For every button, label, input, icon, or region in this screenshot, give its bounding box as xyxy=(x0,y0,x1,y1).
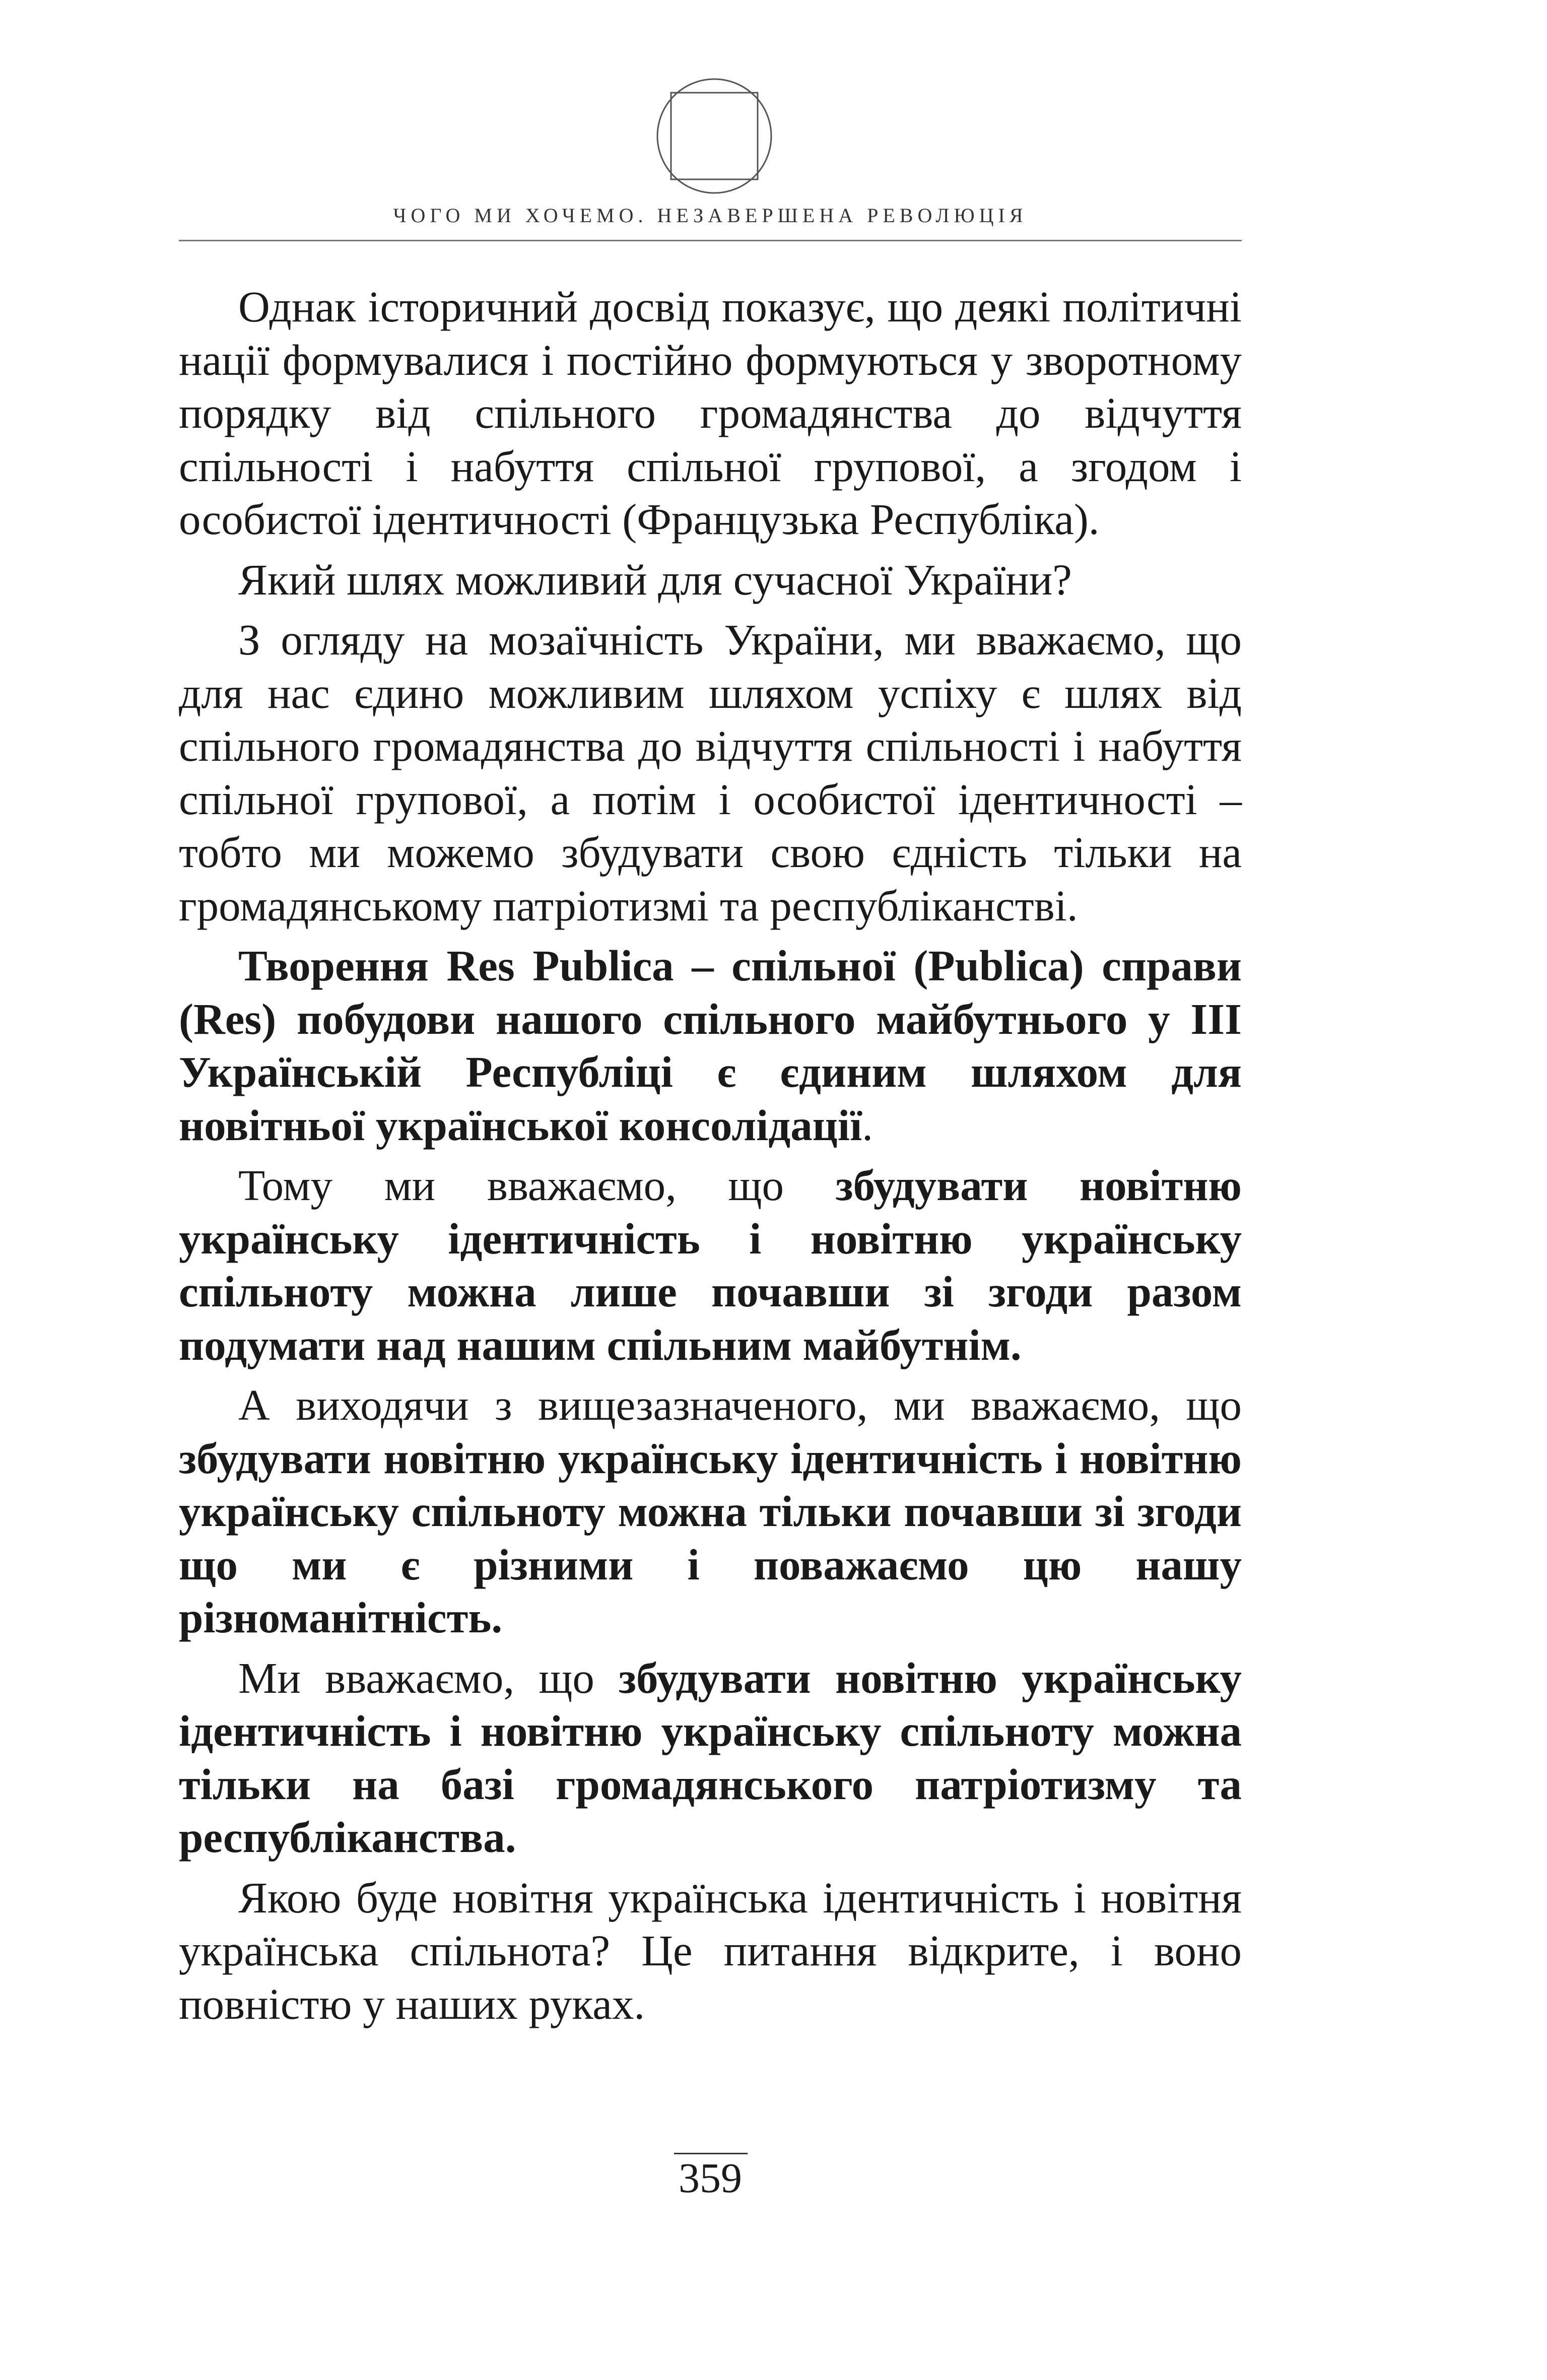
text-run: З огляду на мозаїчність України, ми вважаємо, що для нас єдино можливим шляхом успіху є шлях від спільного громадянства до відчуття спільності і набуття спільної групової, а потім і особистої ідентичності – тобто ми можемо збудувати свою єдність тільки на громадянському патріотизмі та республіканстві. xyxy=(179,615,1242,930)
text-run: Однак історичний досвід показує, що деякі політичні нації формувалися і постійно формуються у зворотному порядку від спільного громадянства до відчуття спільності і набуття спільної групової, а згодом і особистої ідентичності (Французька Республіка). xyxy=(179,282,1242,544)
text-run: Ми вважаємо, що xyxy=(238,1653,619,1702)
paragraph xyxy=(179,1871,1242,2031)
text-run: Якою буде новітня українська ідентичність і новітня українська спільнота? Це питання відкрите, і воно повністю у наших руках. xyxy=(179,1873,1242,2028)
paragraph xyxy=(179,1159,1242,1371)
paragraph xyxy=(179,1651,1242,1864)
page-body-text xyxy=(179,280,1242,2030)
bold-text-run: збудувати новітню українську ідентичність і новітню українську спільноту можна лише почавши зі згоди разом подумати над нашим спільним майбутнім. xyxy=(179,1161,1242,1369)
paragraph xyxy=(179,1378,1242,1644)
text-run: Який шлях можливий для сучасної України? xyxy=(238,555,1072,604)
running-header-title: ЧОГО МИ ХОЧЕМО. НЕЗАВЕРШЕНА РЕВОЛЮЦІЯ xyxy=(393,204,1028,227)
bold-text-run: збудувати новітню українську ідентичність і новітню українську спільноту можна тільки на базі громадянського патріотизму та республіканства. xyxy=(179,1653,1242,1862)
paragraph xyxy=(179,613,1242,932)
bold-text-run: збудувати новітню українську ідентичність і новітню українську спільноту можна тільки почавши зі згоди що ми є різними і поважаємо цю нашу різноманітність. xyxy=(179,1433,1242,1642)
header-rule xyxy=(179,240,1242,241)
bold-text-run: Творення Res Publica – спільної (Publica) справи (Res) побудови нашого спільного майбутнього у ІІІ Українській Республіці є єдиним шляхом для новітньої української консолідації xyxy=(179,941,1242,1150)
page-number-rule xyxy=(674,2153,748,2154)
page-number: 359 xyxy=(679,2155,742,2202)
paragraph xyxy=(179,280,1242,546)
circle-square-emblem-icon xyxy=(654,76,775,196)
paragraph xyxy=(179,553,1242,607)
text-run: . xyxy=(862,1100,873,1150)
text-run: Тому ми вважаємо, що xyxy=(238,1161,836,1210)
text-run: А виходячи з вищезазначеного, ми вважаємо, що xyxy=(238,1380,1242,1429)
paragraph xyxy=(179,939,1242,1152)
